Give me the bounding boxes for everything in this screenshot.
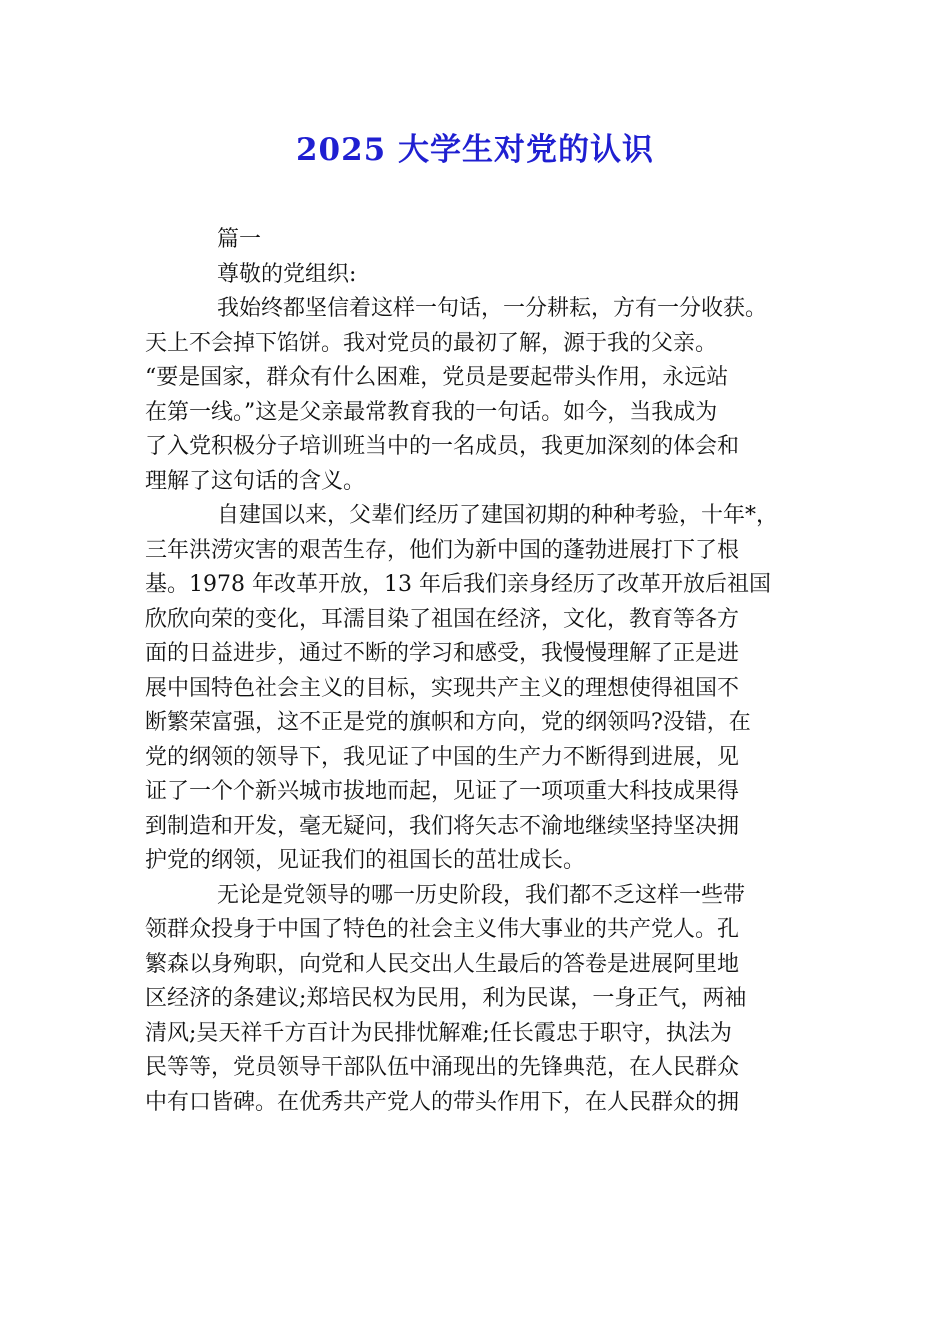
text-line: 基。1978 年改革开放，13 年后我们亲身经历了改革开放后祖国 [145,572,771,597]
text-line: “要是国家，群众有什么困难，党员是要起带头作用，永远站 [145,365,729,390]
text-line: 清风;吴天祥千方百计为民排忧解难;任长霞忠于职守，执法为 [145,1020,732,1046]
text-line: 证了一个个新兴城市拔地而起，见证了一项项重大科技成果得 [145,779,740,804]
text-line: 断繁荣富强，这不正是党的旗帜和方向，党的纲领吗?没错，在 [145,710,751,735]
text-line: 区经济的条建议;郑培民权为民用，利为民谋，一身正气，两袖 [145,986,747,1011]
text-line: 了入党积极分子培训班当中的一名成员，我更加深刻的体会和 [145,434,740,459]
text-line: 面的日益进步，通过不断的学习和感受，我慢慢理解了正是进 [145,641,740,666]
text-line: 在第一线。”这是父亲最常教育我的一句话。如今，当我成为 [145,399,718,425]
text-line: 护党的纲领，见证我们的祖国长的茁壮成长。 [145,848,586,873]
text-line: 理解了这句话的含义。 [145,468,366,494]
text-line: 到制造和开发，毫无疑问，我们将矢志不渝地继续坚持坚决拥 [145,813,740,839]
text-line: 无论是党领导的哪一历史阶段，我们都不乏这样一些带 [217,882,746,908]
text-line: 三年洪涝灾害的艰苦生存，他们为新中国的蓬勃进展打下了根 [145,537,740,563]
text-line: 我始终都坚信着这样一句话，一分耕耘，方有一分收获。 [217,296,768,321]
text-line: 民等等，党员领导干部队伍中涌现出的先锋典范，在人民群众 [145,1055,740,1080]
text-line: 自建国以来，父辈们经历了建国初期的种种考验，十年*， [217,503,779,528]
text-line: 繁森以身殉职，向党和人民交出人生最后的答卷是进展阿里地 [145,951,740,977]
text-line: 天上不会掉下馅饼。我对党员的最初了解，源于我的父亲。 [145,330,718,356]
text-line: 篇一 [217,227,262,252]
text-line: 中有口皆碑。在优秀共产党人的带头作用下，在人民群众的拥 [145,1089,740,1115]
document-title: 2025 大学生对党的认识 [295,132,655,168]
text-line: 党的纲领的领导下，我见证了中国的生产力不断得到进展，见 [145,744,740,770]
text-line: 欣欣向荣的变化，耳濡目染了祖国在经济，文化，教育等各方 [145,606,740,632]
document-body [145,223,815,1120]
text-line: 领群众投身于中国了特色的社会主义伟大事业的共产党人。孔 [145,917,740,942]
text-line: 尊敬的党组织: [217,261,357,287]
text-line: 展中国特色社会主义的目标，实现共产主义的理想使得祖国不 [145,675,740,701]
